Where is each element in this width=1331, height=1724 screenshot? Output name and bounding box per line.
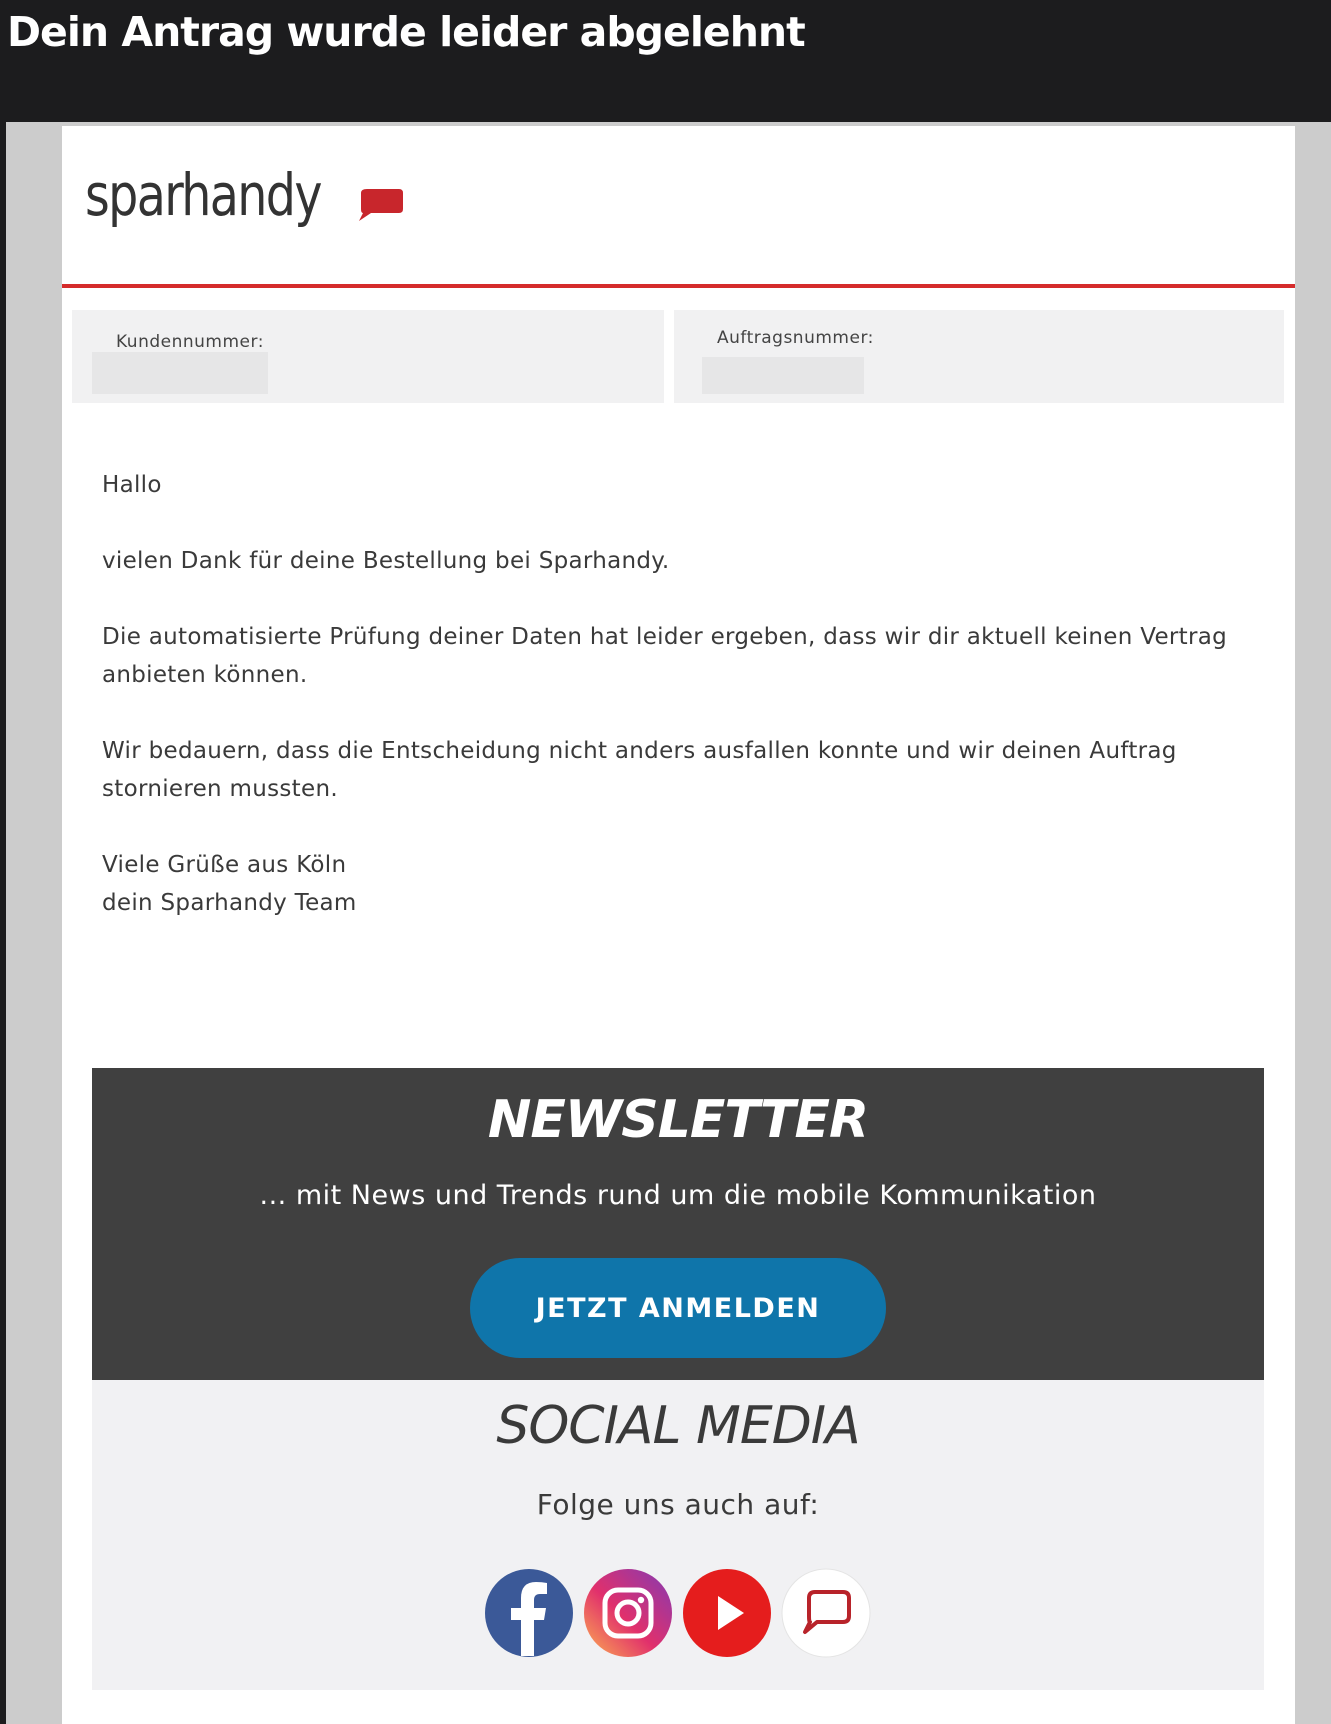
sparhandy-chat-icon[interactable] (781, 1568, 871, 1658)
greeting: Hallo (102, 472, 162, 498)
customer-number-label: Kundennummer: (116, 332, 264, 352)
logo-wordmark: sparhandy (85, 161, 321, 229)
closing-line-1: Viele Grüße aus Köln (102, 852, 347, 878)
email-subject-bar (0, 0, 1331, 122)
sparhandy-logo (85, 161, 373, 241)
closing-line-2: dein Sparhandy Team (102, 890, 357, 916)
facebook-icon[interactable] (484, 1568, 574, 1658)
paragraph-rejection: Die automatisierte Prüfung deiner Daten hat leider ergeben, dass wir dir aktuell keinen Vertrag anbieten können. (102, 624, 1228, 688)
newsletter-signup-button[interactable]: JETZT ANMELDEN (470, 1258, 886, 1358)
order-number-label: Auftragsnummer: (717, 328, 874, 348)
paragraph-thanks: vielen Dank für deine Bestellung bei Sparhandy. (102, 548, 670, 574)
email-subject: Dein Antrag wurde leider abgelehnt (7, 8, 805, 56)
logo-bubble-icon (353, 187, 405, 223)
social-media-subtitle: Folge uns auch auf: (536, 1488, 820, 1521)
newsletter-section (92, 1068, 1264, 1380)
social-media-title: SOCIAL MEDIA (496, 1396, 860, 1456)
customer-number-value-redacted (92, 352, 268, 394)
order-number-value-redacted (702, 357, 864, 394)
paragraph-regret: Wir bedauern, dass die Entscheidung nicht anders ausfallen konnte und wir deinen Auftrag stornieren mussten. (102, 738, 1177, 802)
customer-number-box (72, 310, 664, 403)
order-number-box (674, 310, 1284, 403)
youtube-icon[interactable] (682, 1568, 772, 1658)
newsletter-subtitle: ... mit News und Trends rund um die mobile Kommunikation (259, 1180, 1097, 1211)
left-border (0, 122, 6, 1724)
instagram-icon[interactable] (583, 1568, 673, 1658)
social-media-section (92, 1380, 1264, 1690)
message-body (102, 466, 1262, 922)
newsletter-title: NEWSLETTER (487, 1090, 869, 1150)
closing (102, 846, 1262, 922)
social-icons (484, 1568, 884, 1660)
header-divider (62, 284, 1295, 288)
email-card (62, 126, 1295, 1724)
